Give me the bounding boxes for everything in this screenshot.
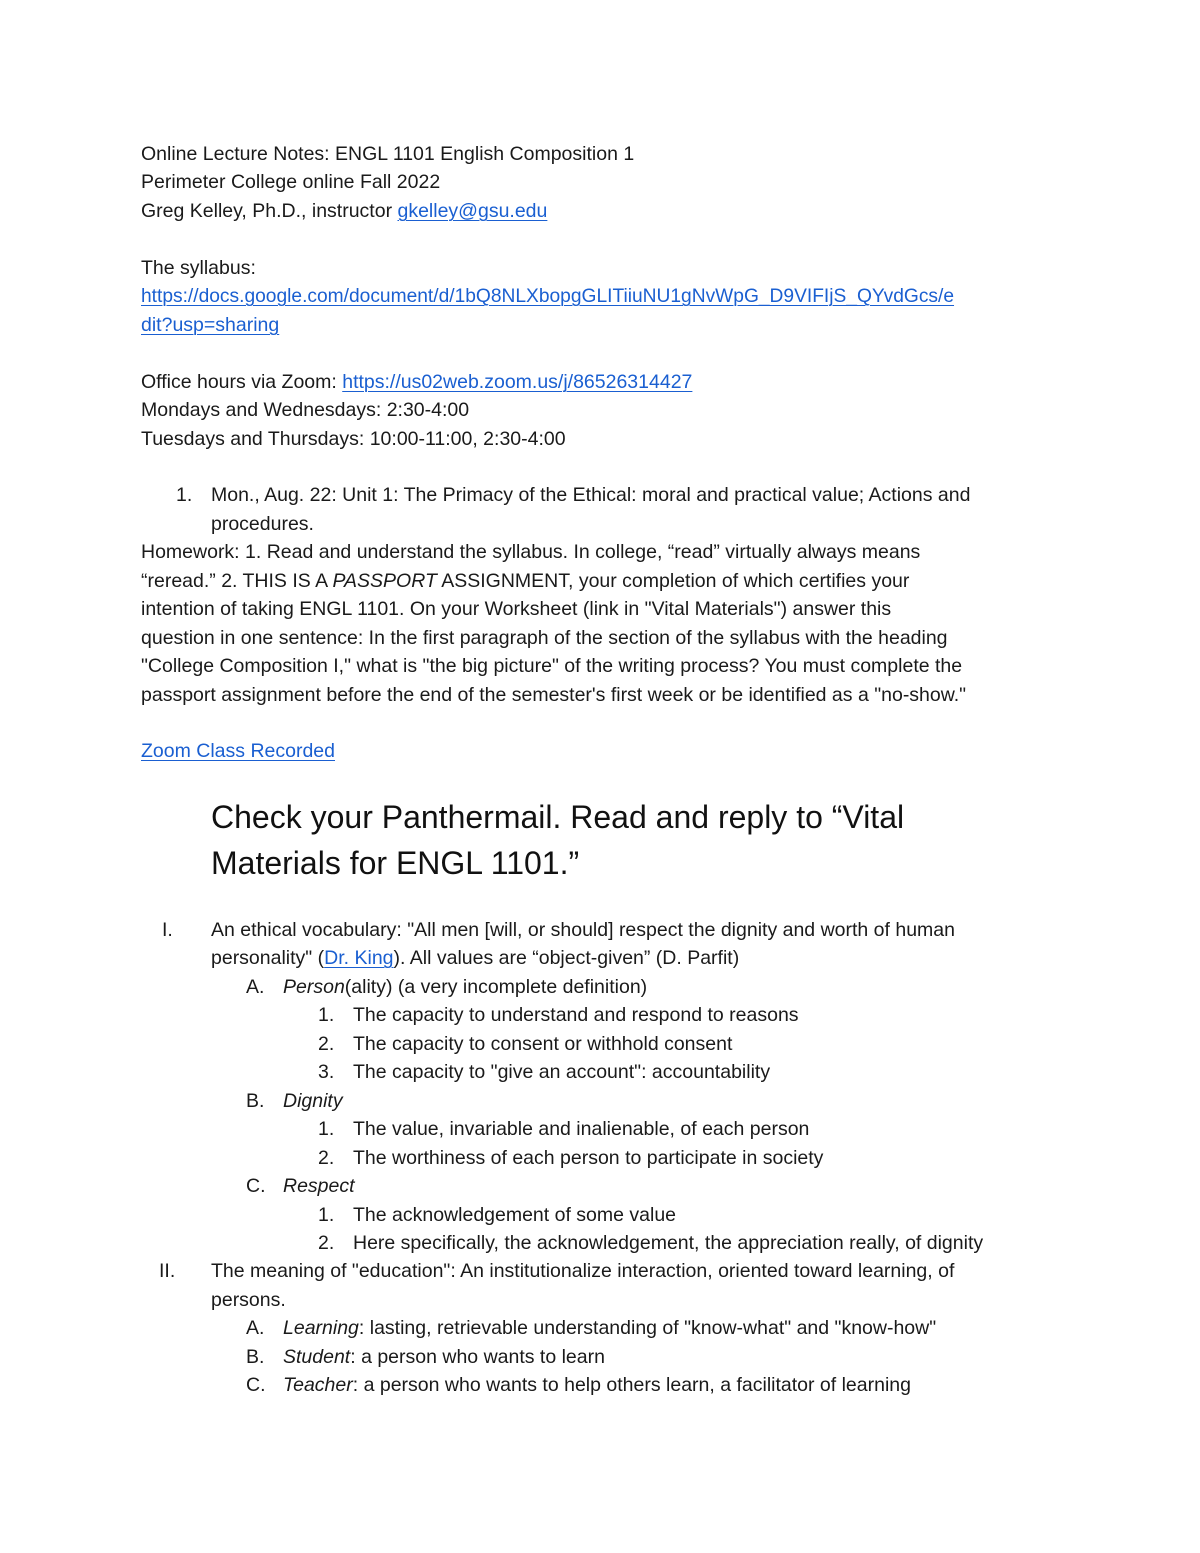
list-marker: 2. xyxy=(318,1033,335,1055)
term-respect: Respect xyxy=(283,1175,355,1197)
homework-line-3: intention of taking ENGL 1101. On your Worksheet (link in "Vital Materials") answer this xyxy=(141,598,892,620)
list-item: The worthiness of each person to participate in society xyxy=(353,1147,824,1169)
term-dignity: Dignity xyxy=(283,1090,343,1112)
outline-text: : a person who wants to help others learn, a facilitator of learning xyxy=(352,1374,911,1396)
office-hours-line xyxy=(141,368,692,397)
homework-text: ASSIGNMENT, your completion of which certifies your xyxy=(436,570,910,592)
homework-line-4: question in one sentence: In the first paragraph of the section of the syllabus with the heading xyxy=(141,627,948,649)
syllabus-link[interactable]: https://docs.google.com/document/d/1bQ8NLXbopgGLITiiuNU1gNvWpG_D9VIFIjS_QYvdGcs/e xyxy=(141,286,955,307)
term-learning: Learning xyxy=(283,1317,359,1339)
outline-marker-II-B: B. xyxy=(246,1346,265,1368)
doc-title: Online Lecture Notes: ENGL 1101 English Composition 1 xyxy=(141,143,635,165)
panthermail-callout: Check your Panthermail. Read and reply to “Vital xyxy=(211,799,905,835)
outline-marker-I: I. xyxy=(162,919,173,941)
course-term: Perimeter College online Fall 2022 xyxy=(141,171,441,193)
homework-text: “reread.” 2. THIS IS A xyxy=(141,570,333,592)
outline-II-B xyxy=(283,1343,605,1372)
list-item: Here specifically, the acknowledgement, the appreciation really, of dignity xyxy=(353,1232,984,1254)
dr-king-link[interactable]: Dr. King xyxy=(324,947,394,969)
outline-marker-I-B: B. xyxy=(246,1090,265,1112)
list-marker: 2. xyxy=(318,1147,335,1169)
homework-line-6: passport assignment before the end of the semester's first week or be identified as a "no-show." xyxy=(141,684,967,706)
outline-II-C xyxy=(283,1371,911,1400)
term-person: Person xyxy=(283,976,345,998)
outline-II-heading: The meaning of "education": An institutionalize interaction, oriented toward learning, of xyxy=(211,1260,955,1282)
outline-I-heading: An ethical vocabulary: "All men [will, or should] respect the dignity and worth of human xyxy=(211,919,955,941)
homework-line-2 xyxy=(141,567,909,596)
outline-II-A xyxy=(283,1314,936,1343)
session-heading-continued: procedures. xyxy=(211,513,314,535)
list-marker: 1. xyxy=(318,1118,335,1140)
outline-I-A xyxy=(283,973,647,1002)
instructor-name: Greg Kelley, Ph.D., instructor xyxy=(141,200,398,222)
list-marker: 2. xyxy=(318,1232,335,1254)
outline-text: personality" ( xyxy=(211,947,325,969)
outline-II-heading-continued: persons. xyxy=(211,1289,286,1311)
passport-emphasis: PASSPORT xyxy=(332,570,437,592)
outline-text: ). All values are “object-given” (D. Parfit) xyxy=(393,947,740,969)
outline-marker-II-A: A. xyxy=(246,1317,265,1339)
term-student: Student xyxy=(283,1346,351,1368)
outline-marker-I-A: A. xyxy=(246,976,265,998)
session-marker: 1. xyxy=(176,484,193,506)
outline-marker-II-C: C. xyxy=(246,1374,266,1396)
list-marker: 3. xyxy=(318,1061,335,1083)
outline-text: (ality) (a very incomplete definition) xyxy=(344,976,648,998)
zoom-recording-link[interactable]: Zoom Class Recorded xyxy=(141,740,335,762)
office-hours-label: Office hours via Zoom: xyxy=(141,371,343,393)
outline-text: : a person who wants to learn xyxy=(350,1346,605,1368)
list-item: The acknowledgement of some value xyxy=(353,1204,677,1226)
homework-line-5: "College Composition I," what is "the big picture" of the writing process? You must complete the xyxy=(141,655,963,677)
session-heading: Mon., Aug. 22: Unit 1: The Primacy of the Ethical: moral and practical value; Actions and xyxy=(211,484,971,506)
instructor-line xyxy=(141,197,547,226)
panthermail-callout-continued: Materials for ENGL 1101.” xyxy=(211,845,580,881)
syllabus-label: The syllabus: xyxy=(141,257,256,279)
office-hours-mon-wed: Mondays and Wednesdays: 2:30-4:00 xyxy=(141,399,470,421)
syllabus-link-continued[interactable]: dit?usp=sharing xyxy=(141,314,280,336)
list-marker: 1. xyxy=(318,1004,335,1026)
list-marker: 1. xyxy=(318,1204,335,1226)
list-item: The value, invariable and inalienable, of each person xyxy=(353,1118,810,1140)
list-item: The capacity to consent or withhold consent xyxy=(353,1033,733,1055)
outline-text: : lasting, retrievable understanding of "know-what" and "know-how" xyxy=(358,1317,937,1339)
term-teacher: Teacher xyxy=(283,1374,353,1396)
zoom-office-link[interactable]: https://us02web.zoom.us/j/86526314427 xyxy=(342,371,693,393)
office-hours-tue-thu: Tuesdays and Thursdays: 10:00-11:00, 2:30-4:00 xyxy=(141,428,566,450)
homework-line-1: Homework: 1. Read and understand the syllabus. In college, “read” virtually always means xyxy=(141,541,921,563)
outline-marker-I-C: C. xyxy=(246,1175,266,1197)
outline-I-heading-continued xyxy=(211,944,739,973)
list-item: The capacity to "give an account": accountability xyxy=(353,1061,771,1083)
list-item: The capacity to understand and respond to reasons xyxy=(353,1004,799,1026)
outline-marker-II: II. xyxy=(159,1260,176,1282)
instructor-email-link[interactable]: gkelley@gsu.edu xyxy=(397,200,548,222)
